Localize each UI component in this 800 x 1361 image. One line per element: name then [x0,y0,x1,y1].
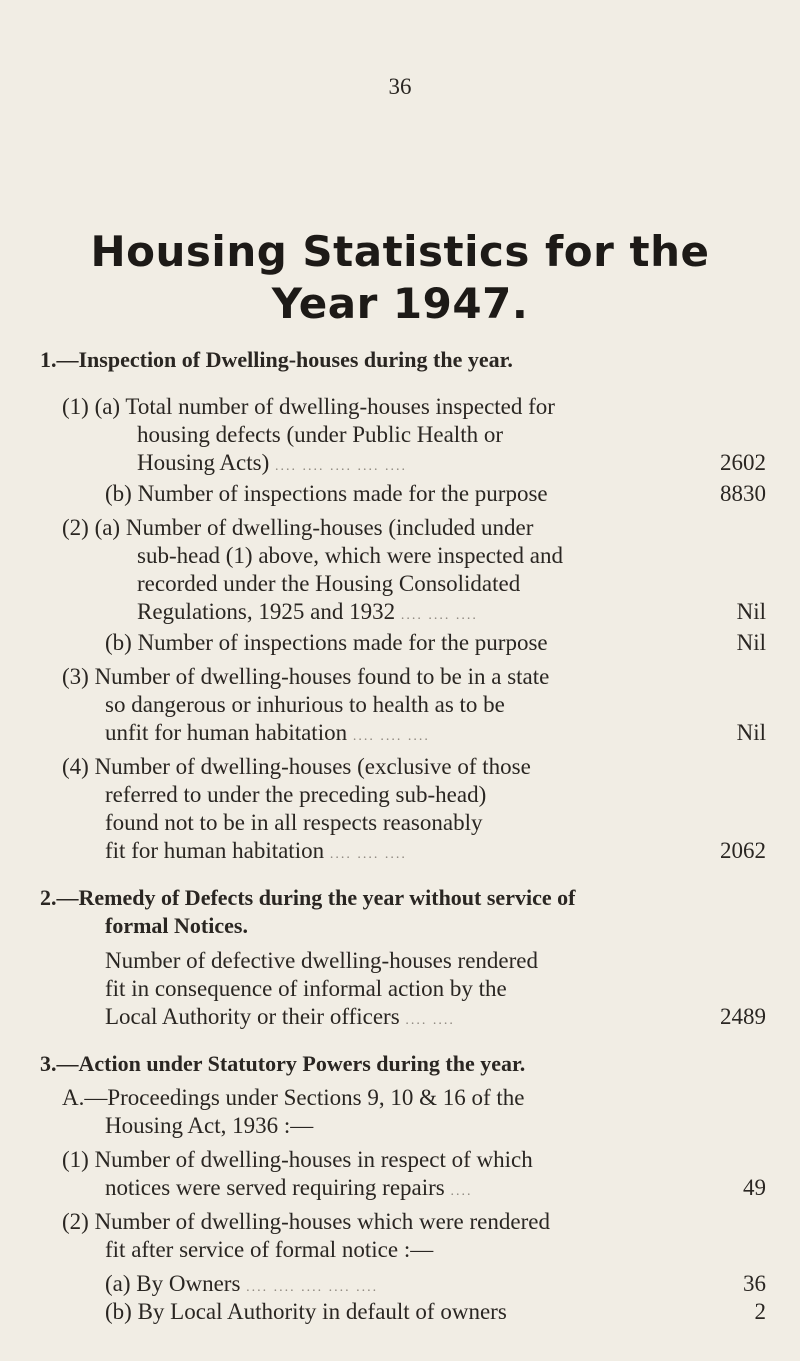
item-4-line-4 [105,837,407,869]
section-3-item-2-line-1: (2) Number of dwelling-houses which were rendered [62,1209,550,1234]
page-title [0,226,800,330]
item-1a-value: 2602 [720,450,766,475]
item-2b-text: (b) Number of inspections made for the purpose [105,630,548,655]
section-2-heading-line-1: 2.—Remedy of Defects during the year without service of [40,885,576,910]
item-1b-value: 8830 [720,481,766,506]
section-3-item-2-line-2: fit after service of formal notice :— [105,1237,434,1262]
item-3-value: Nil [736,720,766,745]
section-3-sub-a-line-1: A.—Proceedings under Sections 9, 10 & 16 of the [62,1085,525,1110]
title-line-1: Housing Statistics for the [90,227,710,276]
section-3-item-2a-leader-dots: .... .... .... .... .... [246,1280,379,1295]
item-1a-text: Housing Acts) [137,450,270,475]
item-2a-leader-dots: .... .... .... [400,608,478,623]
section-3-item-1-value: 49 [743,1175,766,1200]
item-1a-line-3 [137,449,407,481]
section-1-heading: 1.—Inspection of Dwelling-houses during the year. [40,347,513,372]
title-line-2: Year 1947. [271,279,529,328]
section-3-item-1-line-2 [105,1174,473,1206]
item-4-line-2: referred to under the preceding sub-head) [105,782,487,807]
section-3-item-1-text: notices were served requiring repairs [105,1175,445,1200]
section-2-value: 2489 [720,1004,766,1029]
item-2a-line-3: recorded under the Housing Consolidated [137,571,521,596]
section-3-item-2b-value: 2 [754,1299,766,1324]
page-number: 36 [388,74,412,99]
section-3-item-2a-text: (a) By Owners [105,1271,241,1296]
item-1a-leader-dots: .... .... .... .... .... [275,459,407,474]
section-2-heading-line-2: formal Notices. [105,913,248,938]
item-1a-line-2: housing defects (under Public Health or [137,422,503,447]
section-3-heading: 3.—Action under Statutory Powers during the year. [40,1051,526,1076]
item-3-leader-dots: .... .... .... [352,729,430,744]
item-4-text: fit for human habitation [105,838,325,863]
item-1a-line-1: (1) (a) Total number of dwelling-houses inspected for [62,394,555,419]
item-4-line-3: found not to be in all respects reasonably [105,810,483,835]
item-1b-text: (b) Number of inspections made for the purpose [105,481,548,506]
item-3-line-2: so dangerous or inhurious to health as to be [105,692,505,717]
item-4-leader-dots: .... .... .... [329,847,407,862]
item-2a-line-1: (2) (a) Number of dwelling-houses (included under [62,515,534,540]
item-4-line-1: (4) Number of dwelling-houses (exclusive of those [62,754,531,779]
item-3-text: unfit for human habitation [105,720,348,745]
section-3-item-2a-value: 36 [743,1271,766,1296]
item-2a-line-2: sub-head (1) above, which were inspected and [137,543,563,568]
item-2a-value: Nil [736,599,766,624]
item-3-line-3 [105,719,430,751]
section-3-item-2b-text: (b) By Local Authority in default of owners [105,1299,507,1324]
section-2-leader-dots: .... .... [405,1013,455,1028]
item-2a-text: Regulations, 1925 and 1932 [137,599,396,624]
section-2-text: Local Authority or their officers [105,1004,400,1029]
section-3-item-1-leader-dots: .... [450,1184,473,1199]
item-4-value: 2062 [720,838,766,863]
section-3-sub-a-line-2: Housing Act, 1936 :— [105,1113,314,1138]
item-3-line-1: (3) Number of dwelling-houses found to be in a state [62,664,550,689]
section-2-line-3 [105,1003,455,1035]
item-2b-value: Nil [736,630,766,655]
item-2a-line-4 [137,598,478,630]
section-2-line-2: fit in consequence of informal action by the [105,976,507,1001]
section-3-item-1-line-1: (1) Number of dwelling-houses in respect of which [62,1147,533,1172]
section-2-line-1: Number of defective dwelling-houses rendered [105,948,539,973]
